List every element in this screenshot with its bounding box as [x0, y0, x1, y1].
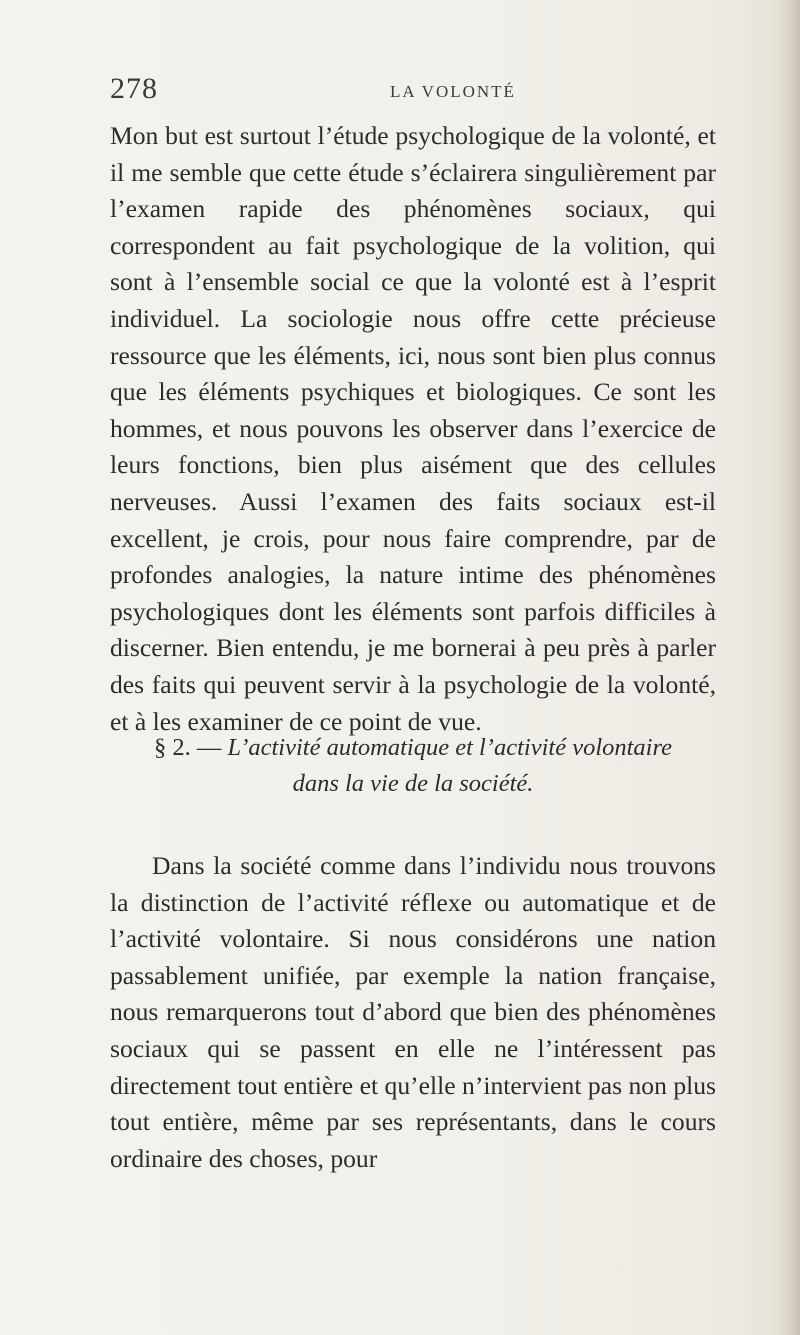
section-heading — [110, 730, 716, 802]
section-number: § 2. — — [153, 734, 222, 761]
page-number: 278 — [110, 72, 158, 105]
page-header — [110, 72, 715, 112]
section-title-part-2: dans la vie de la société. — [292, 770, 534, 797]
body-paragraph: Dans la société comme dans l’individu nous trouvons la distinction de l’activité réflexe ou automatique et de l’activité volontaire. Si nous considérons une nation passablement unifiée, par exemple la nation française, nous remarquerons tout d’abord que bien des phénomènes sociaux qui se passent en elle ne l’intéressent pas directement tout entière et qu’elle n’intervient pas non plus tout entière, même par ses représentants, dans le cours ordinaire des choses, pour — [110, 851, 716, 1173]
section-heading-line-1 — [110, 730, 716, 766]
body-paragraph: Mon but est surtout l’étude psychologique de la volonté, et il me semble que cette étude s’éclairera singulièrement par l’examen rapide des phénomènes sociaux, qui correspondent au fait psychologique de la volition, qui sont à l’ensemble social ce que la volonté est à l’esprit individuel. La sociologie nous offre cette précieuse ressource que les éléments, ici, nous sont bien plus connus que les éléments psychiques et biologiques. Ce sont les hommes, et nous pouvons les observer dans l’exercice de leurs fonctions, bien plus aisément que des cellules nerveuses. Aussi l’examen des faits sociaux est-il excellent, je crois, pour nous faire comprendre, par de profondes analogies, la nature intime des phénomènes psychologiques dont les éléments sont parfois difficiles à discerner. Bien entendu, je me bornerai à peu près à parler des faits qui peuvent servir à la psychologie de la volonté, et à les examiner de ce point de vue. — [110, 121, 716, 736]
running-head: LA VOLONTÉ — [390, 82, 516, 101]
page-edge-shadow — [776, 0, 800, 1335]
section-title-part-1: L’activité automatique et l’activité volontaire — [227, 734, 672, 761]
